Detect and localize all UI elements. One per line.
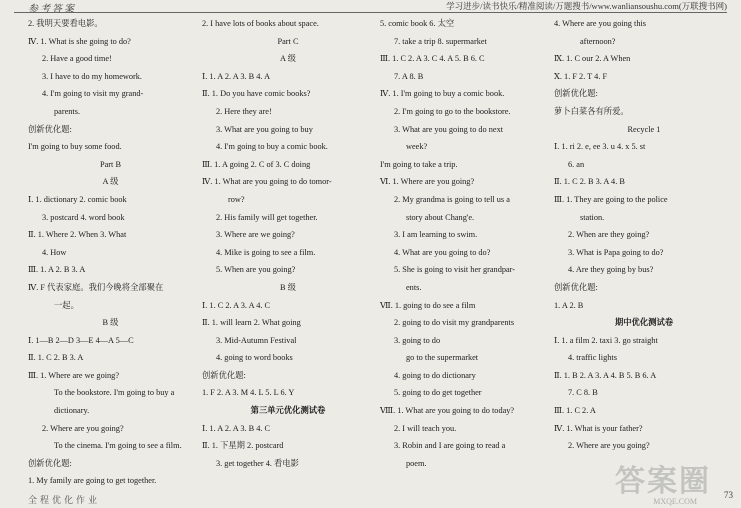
answer-line: Ⅲ. 1. C 2. A bbox=[554, 406, 596, 416]
answer-line: 2. I have lots of books about space. bbox=[202, 19, 319, 28]
answer-line: 创新优化题: bbox=[28, 458, 72, 468]
answer-column-3 bbox=[380, 15, 552, 472]
answer-line: B 级 bbox=[102, 318, 119, 328]
answer-line: 3. get together 4. 看电影 bbox=[216, 458, 299, 468]
answer-line: Ⅱ. 1. Do you have comic books? bbox=[202, 89, 311, 99]
answer-line: Ⅲ. 1. C 2. A 3. C 4. A 5. B 6. C bbox=[380, 54, 485, 64]
answer-line: Ⅳ. F 代表家庭。我们今晚将全部聚在 bbox=[28, 282, 164, 292]
answer-line: I'm going to buy some food. bbox=[28, 142, 122, 152]
answer-line: 7. A 8. B bbox=[394, 71, 424, 81]
answer-line: 4. How bbox=[42, 247, 67, 257]
answer-line: 4. going to do dictionary bbox=[394, 370, 476, 380]
answer-line: 4. Mike is going to see a film. bbox=[216, 247, 316, 257]
answer-line: 3. going to do bbox=[394, 335, 441, 345]
answer-line: 7. C 8. B bbox=[568, 388, 598, 398]
header-rule bbox=[14, 12, 727, 13]
answer-line: Ⅳ. 1. What is she going to do? bbox=[28, 36, 131, 46]
answer-line: 1. A 2. B bbox=[554, 300, 584, 310]
answer-line: 5. comic book 6. 太空 bbox=[380, 19, 455, 28]
answer-line: Ⅱ. 1. C 2. B 3. A 4. B bbox=[554, 177, 625, 187]
answer-column-2 bbox=[202, 15, 374, 472]
answer-line: 创新优化题: bbox=[28, 124, 72, 134]
answer-line: Ⅵ. 1. Where are you going? bbox=[380, 177, 475, 187]
answer-line: Ⅷ. 1. What are you going to do today? bbox=[380, 406, 515, 416]
answer-line: afternoon? bbox=[580, 36, 616, 46]
answer-line: 2. going to do visit my grandparents bbox=[394, 318, 515, 328]
answer-line: 3. What is Papa going to do? bbox=[568, 247, 664, 257]
answer-line: 3. postcard 4. word book bbox=[42, 212, 125, 222]
answer-line: 第三单元优化测试卷 bbox=[250, 406, 326, 416]
answer-line: 2. When are they going? bbox=[568, 230, 650, 240]
answer-line: Ⅲ. 1. They are going to the police bbox=[554, 194, 668, 204]
answer-line: Ⅱ. 1. 下星期 2. postcard bbox=[202, 441, 284, 451]
answer-line: Ⅰ. 1. dictionary 2. comic book bbox=[28, 194, 127, 204]
answer-line: 2. Have a good time! bbox=[42, 54, 112, 64]
answer-line: station. bbox=[580, 212, 605, 222]
answer-line: parents. bbox=[54, 106, 81, 116]
answer-line: 4. traffic lights bbox=[568, 353, 617, 363]
answer-line: Ⅰ. 1. ri 2. e, ee 3. u 4. x 5. st bbox=[554, 142, 646, 152]
footer-brand: 全程优化作业 bbox=[28, 495, 101, 505]
answer-line: dictionary. bbox=[54, 406, 90, 416]
answer-line: 创新优化题: bbox=[202, 370, 246, 380]
answer-line: 3. What are you going to do next bbox=[394, 124, 504, 134]
answer-line: row? bbox=[228, 194, 245, 204]
watermark: 答案圈 bbox=[615, 465, 711, 498]
answer-line: To the bookstore. I'm going to buy a bbox=[54, 388, 175, 398]
answer-line: 期中优化测试卷 bbox=[614, 318, 674, 328]
answer-line: 5. When are you going? bbox=[216, 265, 296, 275]
answer-line: 一起。 bbox=[54, 300, 79, 310]
answer-line: Ⅶ. 1. going to do see a film bbox=[380, 300, 476, 310]
answer-line: 2. I'm going to go to the bookstore. bbox=[394, 106, 511, 116]
answer-line: 1. F 2. A 3. M 4. L 5. L 6. Y bbox=[202, 388, 295, 398]
answer-line: poem. bbox=[406, 458, 427, 468]
answer-line: Ⅰ. 1. A 2. A 3. B 4. C bbox=[202, 423, 271, 433]
header-right-slogan: 学习进步/读书快乐/精准阅读/万题搜书/www.wanliansoushu.com(万联搜书网) bbox=[446, 1, 727, 11]
answer-line: B 级 bbox=[280, 282, 296, 292]
answer-line: 2. Where are you going? bbox=[568, 441, 650, 451]
answer-line: story about Chang'e. bbox=[406, 212, 475, 222]
answer-line: Ⅲ. 1. A 2. B 3. A bbox=[28, 265, 86, 275]
answer-line: Ⅳ. 1. I'm going to buy a comic book. bbox=[380, 89, 505, 99]
header-left-title: 参考答案 bbox=[28, 4, 76, 15]
answer-line: Ⅱ. 1. Where 2. When 3. What bbox=[28, 230, 127, 240]
answer-line: 5. going to do get together bbox=[394, 388, 482, 398]
answer-line: Part B bbox=[100, 159, 121, 169]
answer-line: 4. Where are you going this bbox=[554, 19, 647, 28]
answer-column-1 bbox=[28, 15, 193, 490]
answer-line: Ⅲ. 1. Where are we going? bbox=[28, 370, 120, 380]
answer-line: To the cinema. I'm going to see a film. bbox=[54, 441, 182, 451]
answer-line: 4. going to word books bbox=[216, 353, 293, 363]
answer-line: A 级 bbox=[280, 54, 296, 64]
answer-line: Recycle 1 bbox=[627, 124, 661, 134]
answer-line: A 级 bbox=[102, 177, 119, 187]
answer-line: Ⅳ. 1. What is your father? bbox=[554, 423, 643, 433]
answer-line: 1. My family are going to get together. bbox=[28, 476, 157, 486]
answer-line: Ⅰ. 1. a film 2. taxi 3. go straight bbox=[554, 335, 658, 345]
answer-line: 2. My grandma is going to tell us a bbox=[394, 194, 510, 204]
answer-line: 4. I'm going to visit my grand- bbox=[42, 89, 144, 99]
answer-line: 3. Mid-Autumn Festival bbox=[216, 335, 297, 345]
answer-line: ents. bbox=[406, 282, 422, 292]
answer-line: I'm going to take a trip. bbox=[380, 159, 458, 169]
answer-line: Ⅰ. 1—B 2—D 3—E 4—A 5—C bbox=[28, 335, 134, 345]
answer-line: Ⅰ. 1. A 2. A 3. B 4. A bbox=[202, 71, 271, 81]
answer-line: Part C bbox=[277, 36, 299, 46]
answer-line: 2. I will teach you. bbox=[394, 423, 457, 433]
answer-line: 2. His family will get together. bbox=[216, 212, 318, 222]
answer-line: 6. an bbox=[568, 159, 585, 169]
page-number: 73 bbox=[724, 490, 733, 500]
answer-line: 2. 我明天要看电影。 bbox=[28, 19, 103, 28]
answer-line: go to the supermarket bbox=[406, 353, 479, 363]
answer-line: Ⅳ. 1. What are you going to do tomor- bbox=[202, 177, 332, 187]
answer-line: 3. I have to do my homework. bbox=[42, 71, 143, 81]
answer-line: 7. take a trip 8. supermarket bbox=[394, 36, 487, 46]
answer-line: Ⅱ. 1. C 2. B 3. A bbox=[28, 353, 84, 363]
answer-line: Ⅱ. 1. B 2. A 3. A 4. B 5. B 6. A bbox=[554, 370, 657, 380]
answer-line: 萝卜白菜各有所爱。 bbox=[554, 106, 629, 116]
answer-column-4 bbox=[554, 15, 734, 455]
answer-line: 2. Where are you going? bbox=[42, 423, 124, 433]
answer-line: 4. What are you going to do? bbox=[394, 247, 491, 257]
answer-line: Ⅹ. 1. F 2. T 4. F bbox=[554, 71, 608, 81]
answer-line: 创新优化题: bbox=[554, 89, 598, 99]
answer-line: 创新优化题: bbox=[554, 282, 598, 292]
answer-line: Ⅲ. 1. A going 2. C of 3. C doing bbox=[202, 159, 311, 169]
answer-line: 3. Where are we going? bbox=[216, 230, 295, 240]
answer-line: 4. I'm going to buy a comic book. bbox=[216, 142, 328, 152]
answer-line: 3. I am learning to swim. bbox=[394, 230, 478, 240]
answer-line: 4. Are they going by bus? bbox=[568, 265, 654, 275]
answer-line: Ⅰ. 1. C 2. A 3. A 4. C bbox=[202, 300, 271, 310]
answer-line: 2. Here they are! bbox=[216, 106, 272, 116]
watermark-url: MXQE.COM bbox=[653, 497, 697, 506]
answer-line: Ⅸ. 1. C our 2. A When bbox=[554, 54, 631, 64]
answer-line: 5. She is going to visit her grandpar- bbox=[394, 265, 516, 275]
answer-line: 3. What are you going to buy bbox=[216, 124, 313, 134]
answer-line: Ⅱ. 1. will learn 2. What going bbox=[202, 318, 301, 328]
answer-line: 3. Robin and I are going to read a bbox=[394, 441, 506, 451]
answer-line: week? bbox=[406, 142, 428, 152]
